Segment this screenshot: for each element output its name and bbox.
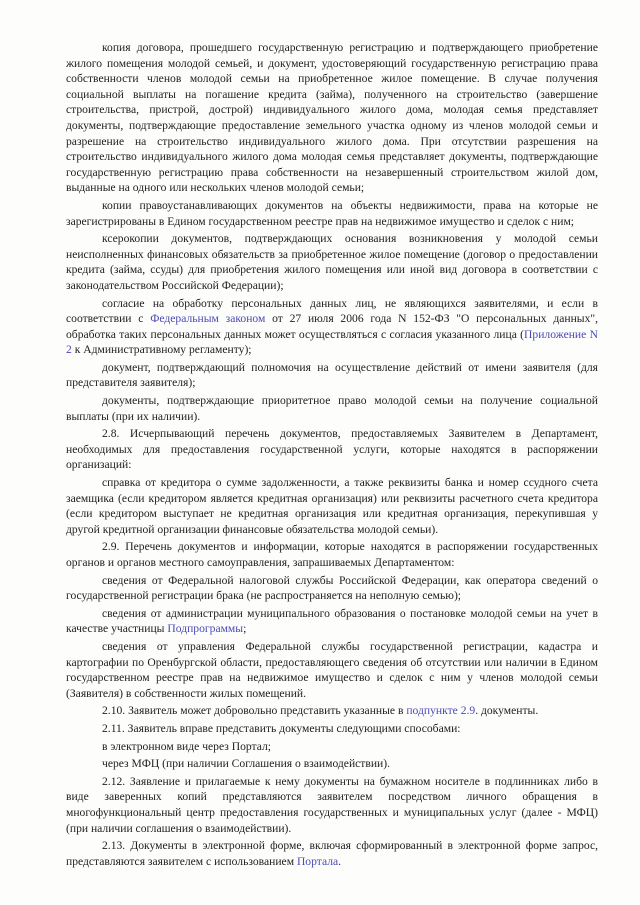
paragraph-text: ; — [243, 622, 247, 636]
cross-reference-link[interactable]: Портала — [296, 854, 339, 868]
paragraph-text: 2.9. Перечень документов и информации, которые находятся в распоряжении государственных органов и органов местного самоуправления, запрашиваемых Департаментом: — [66, 540, 598, 569]
paragraph-text: 2.8. Исчерпывающий перечень документов, предоставляемых Заявителем в Департамент, необходимых для предоставления государственной услуги, которые находятся в распоряжении организаций: — [66, 427, 598, 472]
document-paragraph — [66, 838, 598, 869]
paragraph-text: документы, подтверждающие приоритетное право молодой семьи на получение социальной выплаты (при их наличии). — [66, 394, 598, 423]
paragraph-text: согласие на обработку персональных данных лиц, не являющихся заявителями, и если в соответствии с — [66, 296, 598, 326]
paragraph-text: сведения от управления Федеральной службы государственной регистрации, кадастра и картографии по Оренбургской области, предоставляющего сведения об отсутствии или наличии в Едином государственном реестре прав на недвижимое имущество и сделок с ним у членов молодой семьи (Заявителя) в собственности жилых помещений. — [66, 639, 598, 700]
document-paragraph — [66, 774, 598, 836]
paragraph-text: в электронном виде через Портал; — [102, 739, 272, 753]
document-paragraph — [66, 739, 598, 755]
paragraph-text: . документы. — [475, 704, 539, 718]
paragraph-text: от 27 июля 2006 года N 152-ФЗ "О персональных данных", обработка таких персональных данных может осуществляться с согласия указанного лица ( — [66, 312, 599, 341]
paragraph-text: ксерокопии документов, подтверждающих основания возникновения у молодой семьи неисполненных финансовых обязательств за приобретенное жилое помещение (договор о предоставлении кредита (займа, ссуды) для приобретения жилого помещения или иной вид договора в соответствии с законодательством Российской Федерации); — [66, 232, 598, 292]
document-paragraph — [66, 539, 598, 570]
document-paragraph — [66, 40, 598, 196]
paragraph-text: справка от кредитора о сумме задолженности, а также реквизиты банка и номер ссудного счета заемщика (если кредитором является кредитная организация) или реквизиты расчетного счета кредитора (если кредитором выступает не кредитная организация или кредитная организация, перекупившая у другой кредитной организации финансовые обязательства молодой семьи). — [66, 476, 598, 536]
document-paragraph — [66, 756, 598, 772]
document-paragraph — [66, 639, 598, 701]
document-paragraph — [66, 606, 598, 637]
cross-reference-link[interactable]: Подпрограммы — [167, 622, 244, 636]
document-paragraph — [66, 393, 598, 424]
cross-reference-link[interactable]: Приложение N 2 — [66, 327, 598, 357]
paragraph-text: сведения от Федеральной налоговой службы Российской Федерации, как оператора сведений о государственной регистрации брака (не распространяется на неполную семью); — [66, 573, 598, 603]
paragraph-text: 2.12. Заявление и прилагаемые к нему документы на бумажном носителе в подлинниках либо в виде заверенных копий представляются заявителем посредством личного обращения в многофункциональный центр предоставления государственных и муниципальных услуг (далее - МФЦ) (при наличии соглашения о взаимодействии). — [66, 774, 598, 835]
paragraph-text: через МФЦ (при наличии Соглашения о взаимодействии). — [102, 757, 391, 771]
paragraph-text: 2.10. Заявитель может добровольно представить указанные в — [102, 704, 407, 718]
document-paragraph — [66, 360, 598, 391]
paragraph-text: копия договора, прошедшего государственную регистрацию и подтверждающего приобретение жилого помещения молодой семьей, и документ, удостоверяющий государственную регистрацию права собственности членов молодой семьи на приобретенное жилое помещение. В случае получения социальной выплаты на погашение кредита (займа), полученного на строительство (завершение строительства, пристрой, дострой) индивидуального жилого дома, молодая семья представляет документы, подтверждающие предоставление земельного участка одному из членов молодой семьи и разрешение на строительство индивидуального жилого дома. При отсутствии разрешения на строительство индивидуального жилого дома молодая семья представляет документы, подтверждающие государственную регистрацию права собственности на незавершенный строительством жилой дом, выданные на одного или нескольких членов молодой семьи; — [66, 41, 598, 195]
paragraph-text: 2.11. Заявитель вправе представить документы следующими способами: — [102, 721, 461, 735]
paragraph-text: сведения от администрации муниципального образования о постановке молодой семьи на учет в качестве участницы — [66, 606, 598, 636]
paragraph-text: . — [338, 854, 342, 868]
document-paragraph — [66, 721, 598, 737]
document-paragraph — [66, 198, 598, 229]
cross-reference-link[interactable]: Федеральным законом — [150, 312, 266, 326]
document-paragraph — [66, 475, 598, 537]
document-paragraph — [66, 231, 598, 293]
paragraph-text: документ, подтверждающий полномочия на осуществление действий от имени заявителя (для представителя заявителя); — [66, 360, 598, 390]
cross-reference-link[interactable]: подпункте 2.9 — [406, 704, 476, 718]
document-body — [66, 40, 598, 869]
document-paragraph — [66, 703, 598, 719]
paragraph-text: 2.13. Документы в электронной форме, включая сформированный в электронной форме запрос, представляются заявителем с использованием — [66, 839, 598, 868]
paragraph-text: к Административному регламенту); — [71, 343, 252, 357]
paragraph-text: копии правоустанавливающих документов на объекты недвижимости, права на которые не зарегистрированы в Едином государственном реестре прав на недвижимое имущество и сделок с ним; — [66, 198, 598, 228]
document-paragraph — [66, 296, 598, 358]
document-paragraph — [66, 426, 598, 473]
document-paragraph — [66, 573, 598, 604]
